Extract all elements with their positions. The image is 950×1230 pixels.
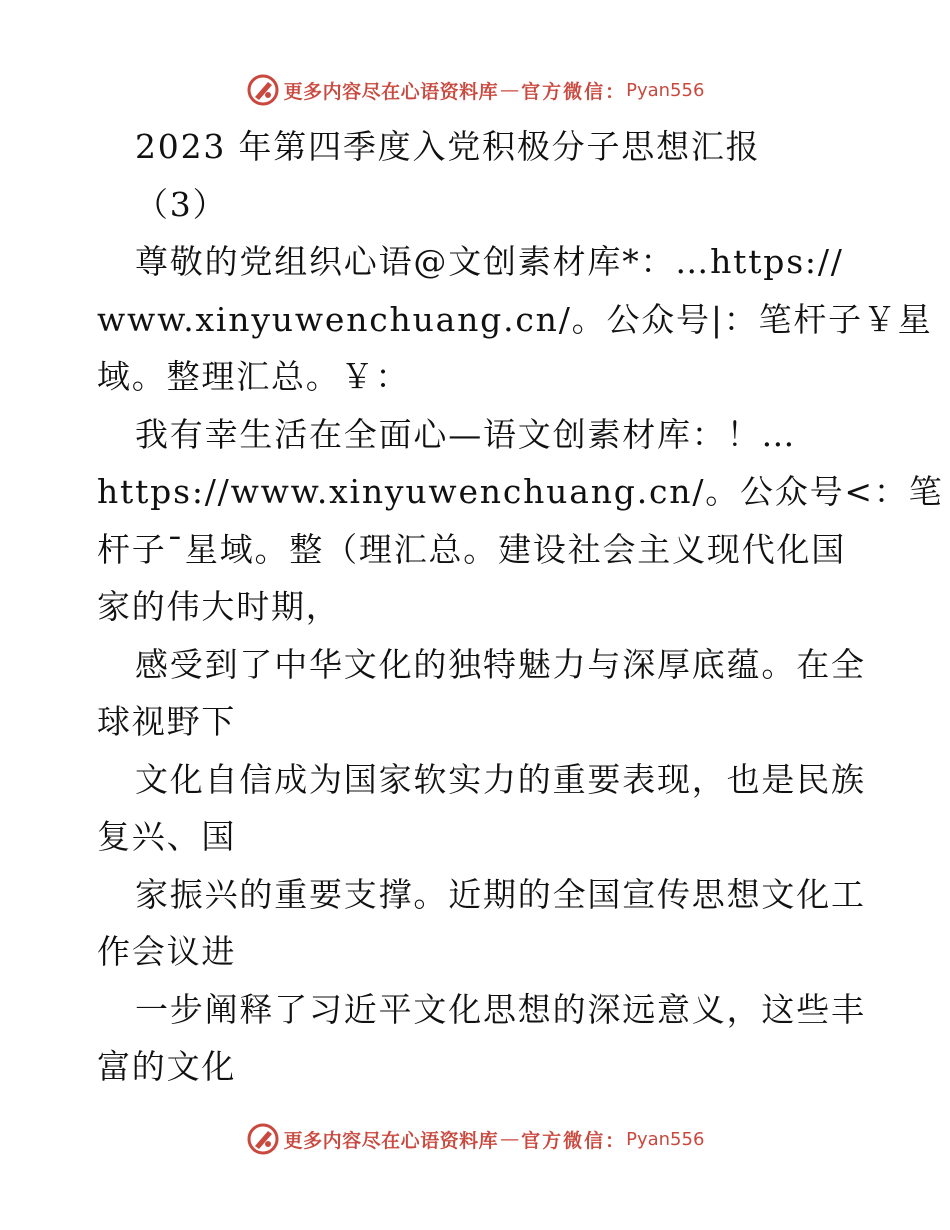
- watermark-wechat-label: 官方微信：: [521, 1129, 627, 1152]
- paragraph-line: 复兴、国: [97, 817, 237, 856]
- document-body: [97, 118, 944, 1096]
- document-title-suffix: （3）: [135, 184, 228, 224]
- watermark-brand: 更多内容尽在心语资料库: [283, 80, 499, 103]
- paragraph-line: 感受到了中华文化的独特魅力与深厚底蕴。在全: [135, 644, 866, 684]
- document-title: 2023 年第四季度入党积极分子思想汇报: [135, 127, 761, 166]
- paragraph-line: https://www.xinyuwenchuang.cn/。公众号<：笔: [97, 472, 944, 511]
- paragraph-line: 作会议进: [97, 932, 237, 971]
- paragraph-line: www.xinyuwenchuang.cn/。公众号|：笔杆子￥星: [97, 299, 933, 339]
- paragraph-line: 家振兴的重要支撑。近期的全国宣传思想文化工: [135, 874, 866, 914]
- paragraph-line: 我有幸生活在全面心—语文创素材库：！…: [135, 414, 797, 454]
- watermark-wechat-label: 官方微信：: [521, 80, 627, 103]
- watermark-brand: 更多内容尽在心语资料库: [283, 1129, 499, 1152]
- watermark-separator: —: [500, 1128, 520, 1150]
- watermark-separator: —: [500, 79, 520, 101]
- pen-circle-logo-icon: [246, 1122, 280, 1156]
- paragraph-line: 文化自信成为国家软实力的重要表现，也是民族: [135, 759, 866, 799]
- pen-circle-logo-icon: [246, 73, 280, 107]
- watermark-header: [0, 70, 950, 110]
- paragraph-line: 一步阐释了习近平文化思想的深远意义，这些丰: [135, 989, 866, 1029]
- paragraph-line: 尊敬的党组织心语@文创素材库*：…https://: [135, 242, 844, 281]
- paragraph-line: 域。整理汇总。￥：: [97, 357, 411, 396]
- paragraph-line: 球视野下: [97, 702, 237, 741]
- watermark-wechat-id: Pyan556: [626, 1128, 705, 1150]
- paragraph-line: 富的文化: [97, 1047, 237, 1086]
- paragraph-line: 家的伟大时期，: [97, 587, 341, 626]
- watermark-wechat-id: Pyan556: [626, 79, 705, 101]
- paragraph-line: 杆子¯星域。整（理汇总。建设社会主义现代化国: [97, 529, 847, 569]
- watermark-footer: [0, 1119, 950, 1159]
